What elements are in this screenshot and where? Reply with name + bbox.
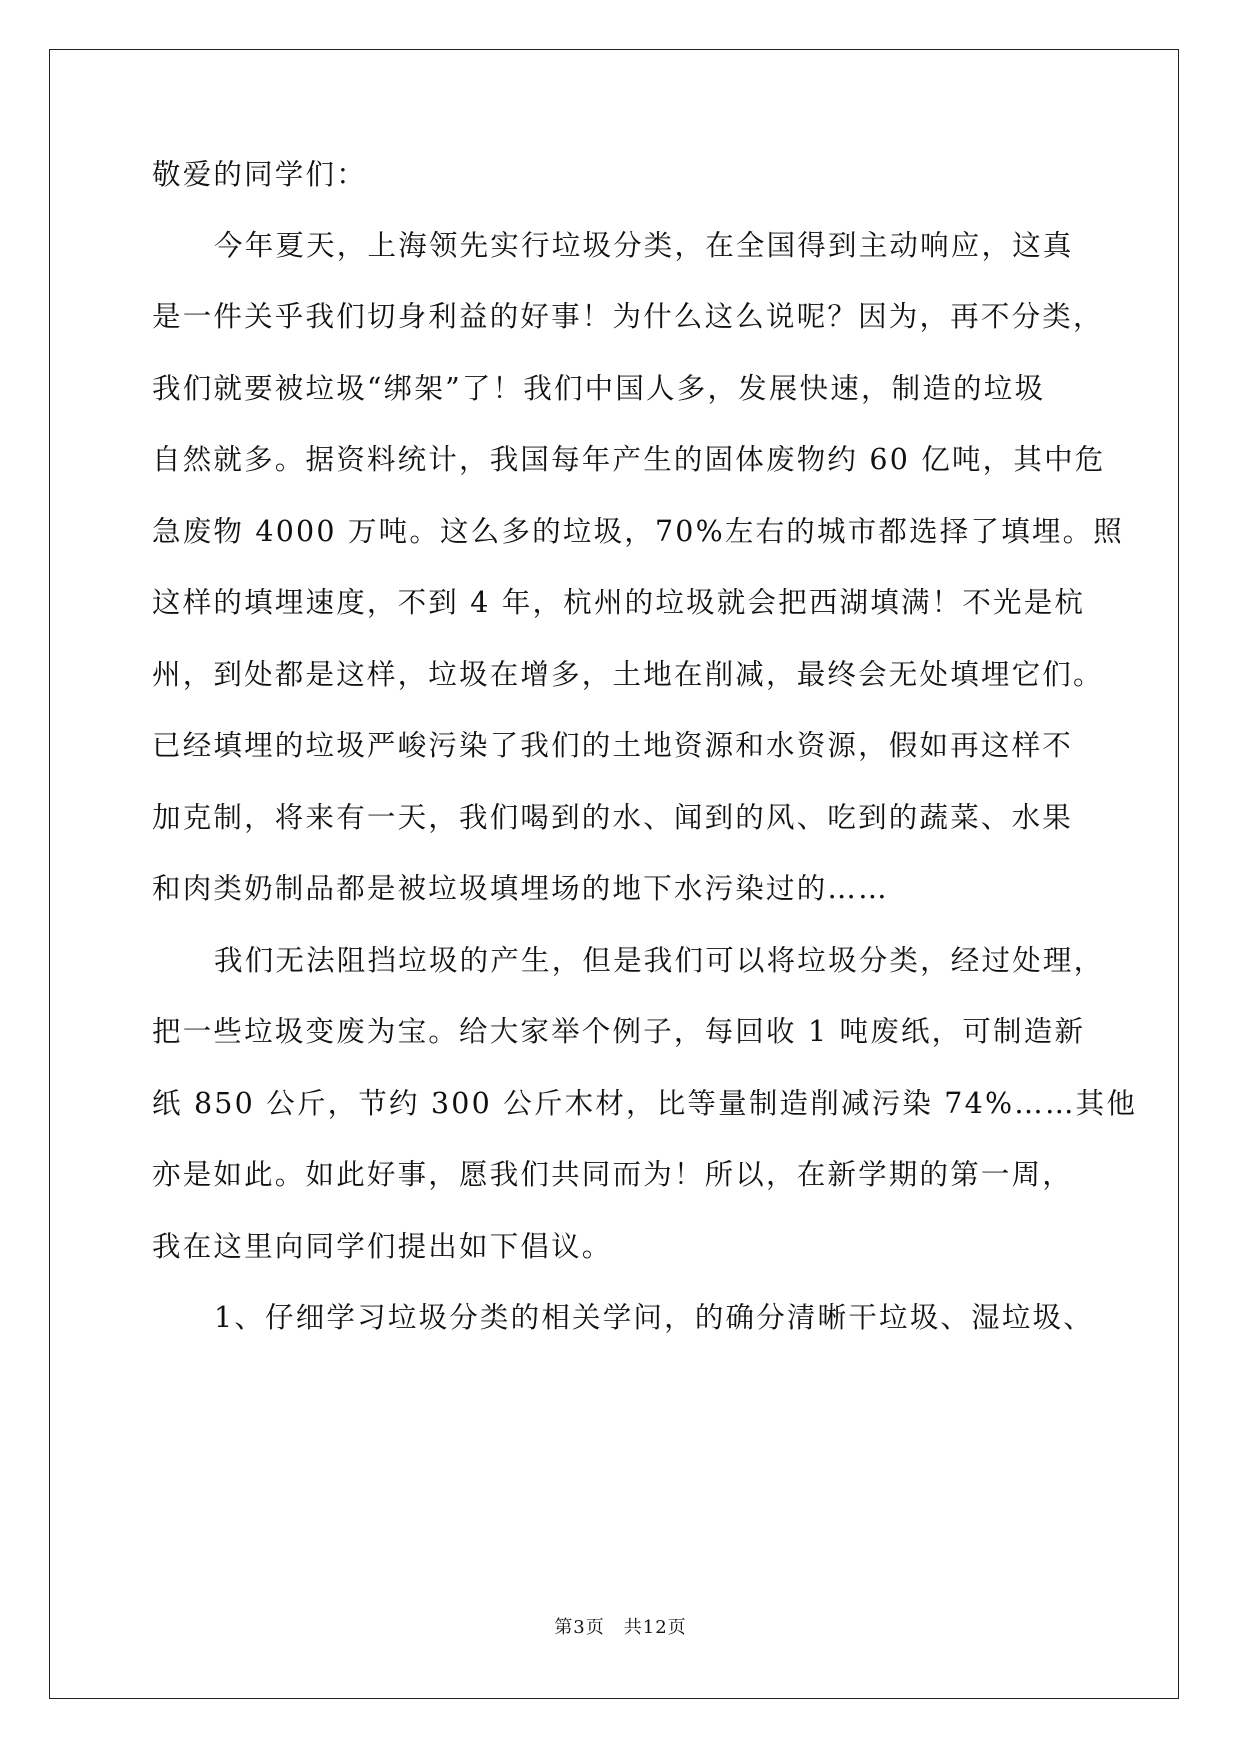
salutation: 敬爱的同学们：: [152, 158, 367, 191]
paragraph-1-line-5: 急废物 4000 万吨。这么多的垃圾，70%左右的城市都选择了填埋。照: [152, 515, 1124, 548]
paragraph-1-line-2: 是一件关乎我们切身利益的好事！为什么这么说呢？因为，再不分类，: [152, 300, 1104, 333]
paragraph-2-line-2: 把一些垃圾变废为宝。给大家举个例子，每回收 1 吨废纸，可制造新: [152, 1015, 1086, 1048]
page-number-footer: 第3页 共12页: [554, 1617, 687, 1638]
paragraph-1-line-6: 这样的填埋速度，不到 4 年，杭州的垃圾就会把西湖填满！不光是杭: [152, 586, 1086, 619]
paragraph-2-line-3: 纸 850 公斤，节约 300 公斤木材，比等量制造削减污染 74%……其他: [152, 1087, 1138, 1120]
proposal-item-1: 1、仔细学习垃圾分类的相关学问，的确分清晰干垃圾、湿垃圾、: [214, 1301, 1094, 1334]
paragraph-1-line-8: 已经填埋的垃圾严峻污染了我们的土地资源和水资源，假如再这样不: [152, 729, 1074, 762]
paragraph-1-line-1: 今年夏天，上海领先实行垃圾分类，在全国得到主动响应，这真: [214, 229, 1074, 262]
paragraph-2-line-4: 亦是如此。如此好事，愿我们共同而为！所以，在新学期的第一周，: [152, 1158, 1074, 1191]
paragraph-1-line-4: 自然就多。据资料统计，我国每年产生的固体废物约 60 亿吨，其中危: [152, 443, 1106, 476]
paragraph-1-line-7: 州，到处都是这样，垃圾在增多，土地在削减，最终会无处填埋它们。: [152, 658, 1104, 691]
paragraph-1-line-3: 我们就要被垃圾“绑架”了！我们中国人多，发展快速，制造的垃圾: [152, 372, 1046, 405]
paragraph-1-line-10: 和肉类奶制品都是被垃圾填埋场的地下水污染过的……: [152, 872, 889, 905]
paragraph-1-line-9: 加克制，将来有一天，我们喝到的水、闻到的风、吃到的蔬菜、水果: [152, 801, 1074, 834]
paragraph-2-line-1: 我们无法阻挡垃圾的产生，但是我们可以将垃圾分类，经过处理，: [214, 944, 1105, 977]
paragraph-2-line-5: 我在这里向同学们提出如下倡议。: [152, 1230, 613, 1263]
